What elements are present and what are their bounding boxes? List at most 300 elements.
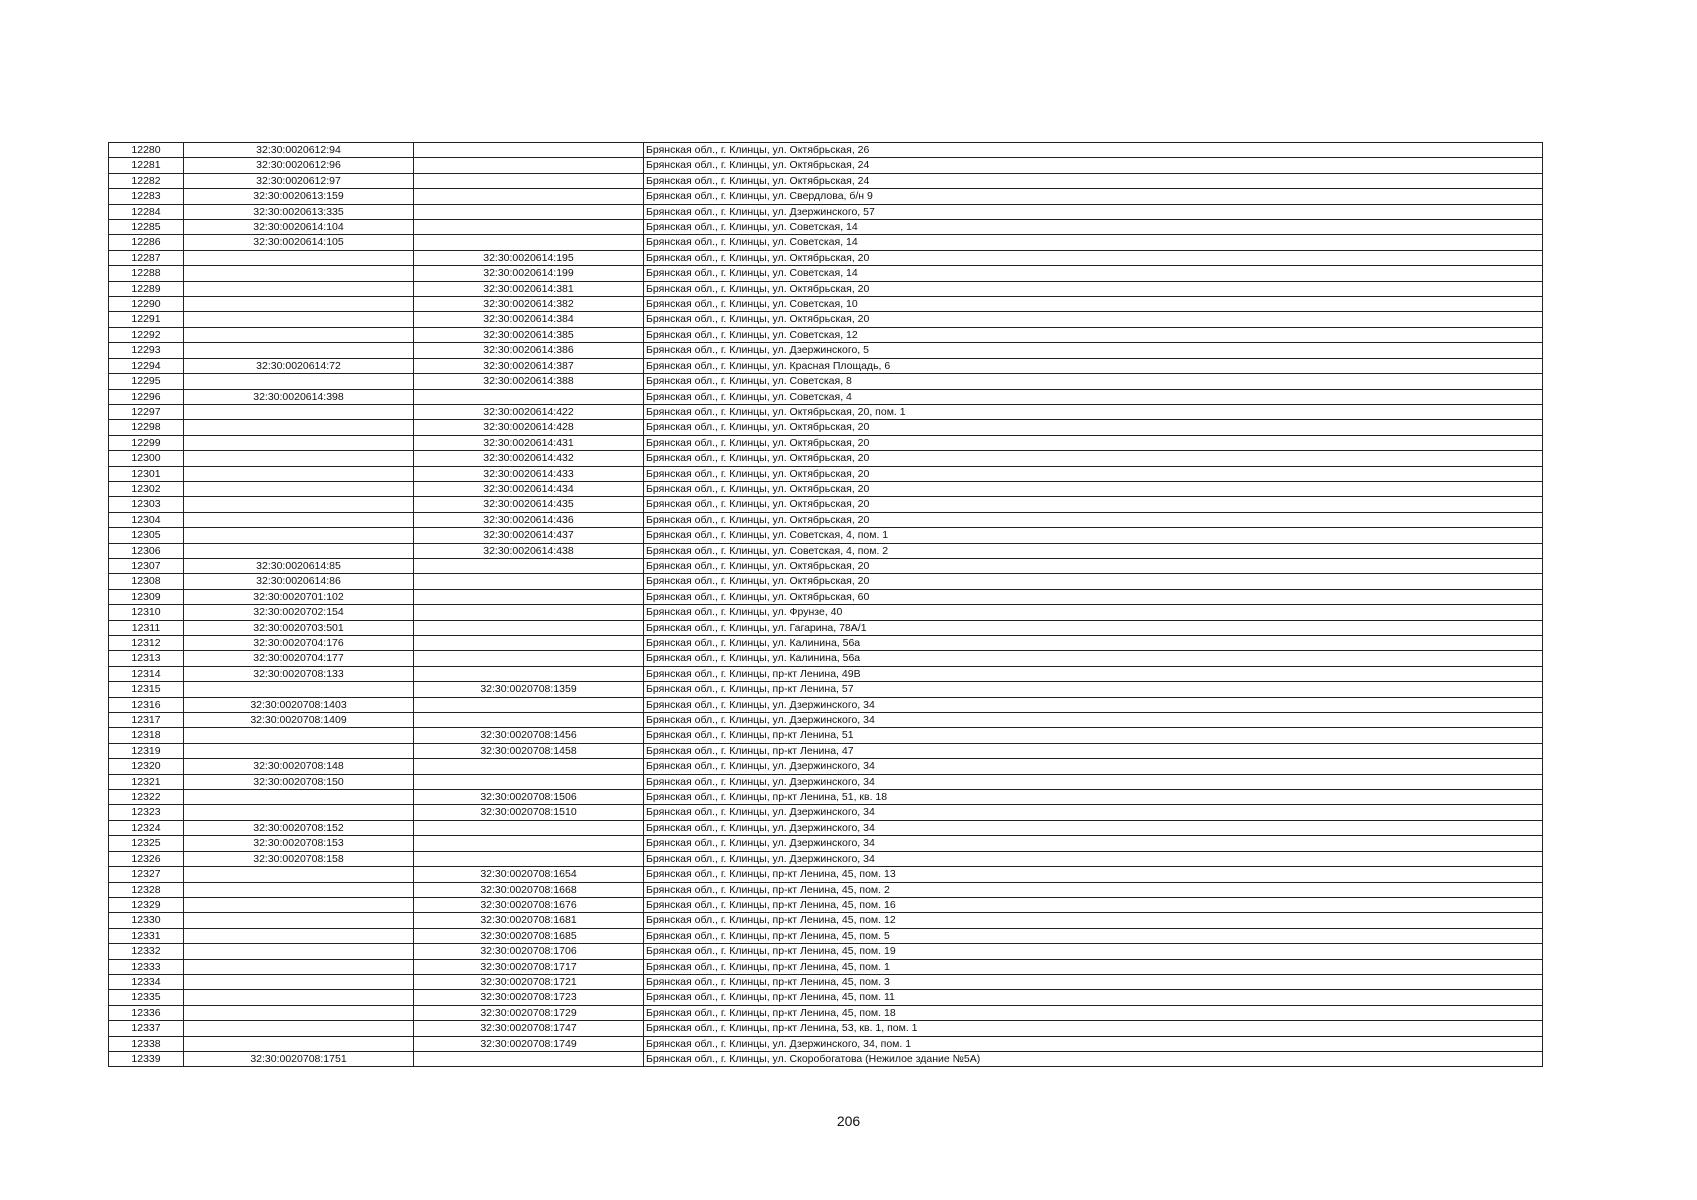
row-number-cell: 12313 xyxy=(109,651,184,666)
cadastral-number-cell: 32:30:0020708:133 xyxy=(184,666,414,681)
cadastral-number-cell xyxy=(184,959,414,974)
premises-cadastral-number-cell xyxy=(414,666,644,681)
row-number-cell: 12329 xyxy=(109,897,184,912)
cadastral-number-cell xyxy=(184,528,414,543)
cadastral-number-cell: 32:30:0020612:94 xyxy=(184,143,414,158)
premises-cadastral-number-cell xyxy=(414,759,644,774)
table-row xyxy=(109,312,1543,327)
address-cell: Брянская обл., г. Клинцы, ул. Октябрьская, 20 xyxy=(644,497,1543,512)
cadastral-number-cell: 32:30:0020612:96 xyxy=(184,158,414,173)
table-row xyxy=(109,897,1543,912)
row-number-cell: 12304 xyxy=(109,512,184,527)
table-row xyxy=(109,928,1543,943)
address-cell: Брянская обл., г. Клинцы, пр-кт Ленина, 49В xyxy=(644,666,1543,681)
row-number-cell: 12292 xyxy=(109,327,184,342)
premises-cadastral-number-cell: 32:30:0020614:436 xyxy=(414,512,644,527)
table-row xyxy=(109,281,1543,296)
cadastral-number-cell xyxy=(184,974,414,989)
row-number-cell: 12337 xyxy=(109,1021,184,1036)
address-cell: Брянская обл., г. Клинцы, ул. Скоробогатова (Нежилое здание №5А) xyxy=(644,1051,1543,1066)
row-number-cell: 12315 xyxy=(109,682,184,697)
row-number-cell: 12323 xyxy=(109,805,184,820)
cadastral-number-cell xyxy=(184,682,414,697)
cadastral-number-cell: 32:30:0020614:398 xyxy=(184,389,414,404)
premises-cadastral-number-cell xyxy=(414,605,644,620)
table-row xyxy=(109,220,1543,235)
page-number: 206 xyxy=(836,1113,861,1129)
address-cell: Брянская обл., г. Клинцы, пр-кт Ленина, 45, пом. 16 xyxy=(644,897,1543,912)
row-number-cell: 12326 xyxy=(109,851,184,866)
table-row xyxy=(109,851,1543,866)
cadastral-number-cell: 32:30:0020614:86 xyxy=(184,574,414,589)
premises-cadastral-number-cell: 32:30:0020614:382 xyxy=(414,297,644,312)
table-row xyxy=(109,605,1543,620)
cadastral-number-cell xyxy=(184,790,414,805)
row-number-cell: 12297 xyxy=(109,404,184,419)
address-cell: Брянская обл., г. Клинцы, ул. Октябрьская, 26 xyxy=(644,143,1543,158)
premises-cadastral-number-cell: 32:30:0020708:1456 xyxy=(414,728,644,743)
row-number-cell: 12324 xyxy=(109,820,184,835)
row-number-cell: 12319 xyxy=(109,743,184,758)
table-row xyxy=(109,374,1543,389)
premises-cadastral-number-cell: 32:30:0020614:437 xyxy=(414,528,644,543)
row-number-cell: 12302 xyxy=(109,481,184,496)
table-row xyxy=(109,266,1543,281)
premises-cadastral-number-cell: 32:30:0020708:1706 xyxy=(414,944,644,959)
table-row xyxy=(109,651,1543,666)
table-row xyxy=(109,774,1543,789)
cadastral-number-cell: 32:30:0020702:154 xyxy=(184,605,414,620)
table-row xyxy=(109,297,1543,312)
table-row xyxy=(109,636,1543,651)
row-number-cell: 12306 xyxy=(109,543,184,558)
table-row xyxy=(109,512,1543,527)
address-cell: Брянская обл., г. Клинцы, пр-кт Ленина, 57 xyxy=(644,682,1543,697)
table-row xyxy=(109,574,1543,589)
registry-table xyxy=(108,142,1543,1067)
row-number-cell: 12305 xyxy=(109,528,184,543)
row-number-cell: 12311 xyxy=(109,620,184,635)
row-number-cell: 12310 xyxy=(109,605,184,620)
cadastral-number-cell: 32:30:0020708:150 xyxy=(184,774,414,789)
premises-cadastral-number-cell: 32:30:0020708:1654 xyxy=(414,867,644,882)
address-cell: Брянская обл., г. Клинцы, ул. Октябрьская, 20 xyxy=(644,435,1543,450)
premises-cadastral-number-cell xyxy=(414,158,644,173)
row-number-cell: 12303 xyxy=(109,497,184,512)
cadastral-number-cell xyxy=(184,343,414,358)
cadastral-number-cell xyxy=(184,944,414,959)
address-cell: Брянская обл., г. Клинцы, ул. Калинина, 56а xyxy=(644,636,1543,651)
premises-cadastral-number-cell xyxy=(414,220,644,235)
premises-cadastral-number-cell: 32:30:0020614:438 xyxy=(414,543,644,558)
address-cell: Брянская обл., г. Клинцы, ул. Гагарина, 78А/1 xyxy=(644,620,1543,635)
address-cell: Брянская обл., г. Клинцы, ул. Советская, 14 xyxy=(644,235,1543,250)
address-cell: Брянская обл., г. Клинцы, ул. Дзержинского, 34 xyxy=(644,851,1543,866)
premises-cadastral-number-cell: 32:30:0020614:384 xyxy=(414,312,644,327)
row-number-cell: 12316 xyxy=(109,697,184,712)
table-row xyxy=(109,389,1543,404)
table-row xyxy=(109,358,1543,373)
premises-cadastral-number-cell xyxy=(414,558,644,573)
address-cell: Брянская обл., г. Клинцы, ул. Дзержинского, 34 xyxy=(644,836,1543,851)
cadastral-number-cell: 32:30:0020708:148 xyxy=(184,759,414,774)
cadastral-number-cell xyxy=(184,266,414,281)
row-number-cell: 12290 xyxy=(109,297,184,312)
premises-cadastral-number-cell: 32:30:0020708:1458 xyxy=(414,743,644,758)
address-cell: Брянская обл., г. Клинцы, ул. Октябрьская, 20, пом. 1 xyxy=(644,404,1543,419)
row-number-cell: 12295 xyxy=(109,374,184,389)
premises-cadastral-number-cell: 32:30:0020614:199 xyxy=(414,266,644,281)
address-cell: Брянская обл., г. Клинцы, ул. Советская, 10 xyxy=(644,297,1543,312)
table-row xyxy=(109,682,1543,697)
premises-cadastral-number-cell: 32:30:0020708:1510 xyxy=(414,805,644,820)
row-number-cell: 12296 xyxy=(109,389,184,404)
table-row xyxy=(109,944,1543,959)
premises-cadastral-number-cell xyxy=(414,189,644,204)
cadastral-number-cell xyxy=(184,990,414,1005)
row-number-cell: 12280 xyxy=(109,143,184,158)
cadastral-number-cell xyxy=(184,481,414,496)
cadastral-number-cell xyxy=(184,327,414,342)
cadastral-number-cell: 32:30:0020708:1409 xyxy=(184,713,414,728)
row-number-cell: 12301 xyxy=(109,466,184,481)
table-row xyxy=(109,497,1543,512)
address-cell: Брянская обл., г. Клинцы, ул. Октябрьская, 20 xyxy=(644,420,1543,435)
row-number-cell: 12293 xyxy=(109,343,184,358)
cadastral-number-cell xyxy=(184,1036,414,1051)
cadastral-number-cell xyxy=(184,913,414,928)
table-row xyxy=(109,913,1543,928)
address-cell: Брянская обл., г. Клинцы, ул. Советская, 4, пом. 1 xyxy=(644,528,1543,543)
cadastral-number-cell: 32:30:0020704:177 xyxy=(184,651,414,666)
table-row xyxy=(109,173,1543,188)
cadastral-number-cell: 32:30:0020614:72 xyxy=(184,358,414,373)
table-row xyxy=(109,697,1543,712)
table-row xyxy=(109,543,1543,558)
address-cell: Брянская обл., г. Клинцы, ул. Октябрьская, 20 xyxy=(644,281,1543,296)
address-cell: Брянская обл., г. Клинцы, пр-кт Ленина, 45, пом. 1 xyxy=(644,959,1543,974)
premises-cadastral-number-cell: 32:30:0020614:387 xyxy=(414,358,644,373)
row-number-cell: 12285 xyxy=(109,220,184,235)
address-cell: Брянская обл., г. Клинцы, ул. Дзержинского, 34 xyxy=(644,805,1543,820)
premises-cadastral-number-cell: 32:30:0020614:433 xyxy=(414,466,644,481)
table-row xyxy=(109,189,1543,204)
premises-cadastral-number-cell: 32:30:0020614:385 xyxy=(414,327,644,342)
cadastral-number-cell: 32:30:0020708:158 xyxy=(184,851,414,866)
address-cell: Брянская обл., г. Клинцы, ул. Октябрьская, 20 xyxy=(644,466,1543,481)
row-number-cell: 12299 xyxy=(109,435,184,450)
row-number-cell: 12336 xyxy=(109,1005,184,1020)
table-row xyxy=(109,790,1543,805)
address-cell: Брянская обл., г. Клинцы, ул. Октябрьская, 20 xyxy=(644,250,1543,265)
premises-cadastral-number-cell: 32:30:0020614:431 xyxy=(414,435,644,450)
premises-cadastral-number-cell: 32:30:0020708:1681 xyxy=(414,913,644,928)
premises-cadastral-number-cell xyxy=(414,820,644,835)
row-number-cell: 12331 xyxy=(109,928,184,943)
cadastral-number-cell xyxy=(184,466,414,481)
premises-cadastral-number-cell xyxy=(414,836,644,851)
table-row xyxy=(109,481,1543,496)
table-row xyxy=(109,250,1543,265)
table-row xyxy=(109,759,1543,774)
premises-cadastral-number-cell xyxy=(414,574,644,589)
row-number-cell: 12321 xyxy=(109,774,184,789)
premises-cadastral-number-cell xyxy=(414,697,644,712)
address-cell: Брянская обл., г. Клинцы, ул. Октябрьская, 20 xyxy=(644,512,1543,527)
address-cell: Брянская обл., г. Клинцы, ул. Фрунзе, 40 xyxy=(644,605,1543,620)
table-row xyxy=(109,404,1543,419)
premises-cadastral-number-cell: 32:30:0020708:1749 xyxy=(414,1036,644,1051)
cadastral-number-cell xyxy=(184,882,414,897)
row-number-cell: 12334 xyxy=(109,974,184,989)
table-row xyxy=(109,713,1543,728)
row-number-cell: 12282 xyxy=(109,173,184,188)
table-row xyxy=(109,805,1543,820)
table-row xyxy=(109,466,1543,481)
premises-cadastral-number-cell: 32:30:0020614:435 xyxy=(414,497,644,512)
table-row xyxy=(109,867,1543,882)
cadastral-number-cell: 32:30:0020701:102 xyxy=(184,589,414,604)
address-cell: Брянская обл., г. Клинцы, пр-кт Ленина, 45, пом. 3 xyxy=(644,974,1543,989)
address-cell: Брянская обл., г. Клинцы, пр-кт Ленина, 53, кв. 1, пом. 1 xyxy=(644,1021,1543,1036)
row-number-cell: 12298 xyxy=(109,420,184,435)
row-number-cell: 12288 xyxy=(109,266,184,281)
row-number-cell: 12332 xyxy=(109,944,184,959)
table-row xyxy=(109,204,1543,219)
cadastral-number-cell xyxy=(184,743,414,758)
cadastral-number-cell xyxy=(184,728,414,743)
row-number-cell: 12287 xyxy=(109,250,184,265)
table-row xyxy=(109,974,1543,989)
table-row xyxy=(109,343,1543,358)
cadastral-number-cell: 32:30:0020614:105 xyxy=(184,235,414,250)
premises-cadastral-number-cell xyxy=(414,143,644,158)
row-number-cell: 12307 xyxy=(109,558,184,573)
address-cell: Брянская обл., г. Клинцы, ул. Дзержинского, 34 xyxy=(644,774,1543,789)
table-row xyxy=(109,836,1543,851)
address-cell: Брянская обл., г. Клинцы, пр-кт Ленина, 51 xyxy=(644,728,1543,743)
registry-table-body xyxy=(109,143,1543,1067)
table-row xyxy=(109,820,1543,835)
cadastral-number-cell: 32:30:0020708:153 xyxy=(184,836,414,851)
address-cell: Брянская обл., г. Клинцы, ул. Советская, 14 xyxy=(644,220,1543,235)
table-row xyxy=(109,435,1543,450)
row-number-cell: 12312 xyxy=(109,636,184,651)
cadastral-number-cell xyxy=(184,928,414,943)
row-number-cell: 12314 xyxy=(109,666,184,681)
cadastral-number-cell: 32:30:0020708:152 xyxy=(184,820,414,835)
address-cell: Брянская обл., г. Клинцы, ул. Дзержинского, 34 xyxy=(644,820,1543,835)
premises-cadastral-number-cell: 32:30:0020614:195 xyxy=(414,250,644,265)
row-number-cell: 12317 xyxy=(109,713,184,728)
cadastral-number-cell: 32:30:0020703:501 xyxy=(184,620,414,635)
row-number-cell: 12283 xyxy=(109,189,184,204)
address-cell: Брянская обл., г. Клинцы, ул. Свердлова, б/н 9 xyxy=(644,189,1543,204)
table-row xyxy=(109,327,1543,342)
row-number-cell: 12289 xyxy=(109,281,184,296)
table-row xyxy=(109,620,1543,635)
premises-cadastral-number-cell xyxy=(414,620,644,635)
address-cell: Брянская обл., г. Клинцы, ул. Октябрьская, 24 xyxy=(644,173,1543,188)
table-row xyxy=(109,451,1543,466)
address-cell: Брянская обл., г. Клинцы, пр-кт Ленина, 47 xyxy=(644,743,1543,758)
address-cell: Брянская обл., г. Клинцы, ул. Дзержинского, 5 xyxy=(644,343,1543,358)
table-row xyxy=(109,589,1543,604)
cadastral-number-cell xyxy=(184,543,414,558)
row-number-cell: 12286 xyxy=(109,235,184,250)
table-row xyxy=(109,528,1543,543)
row-number-cell: 12318 xyxy=(109,728,184,743)
address-cell: Брянская обл., г. Клинцы, ул. Октябрьская, 20 xyxy=(644,312,1543,327)
address-cell: Брянская обл., г. Клинцы, ул. Дзержинского, 34, пом. 1 xyxy=(644,1036,1543,1051)
premises-cadastral-number-cell: 32:30:0020708:1729 xyxy=(414,1005,644,1020)
row-number-cell: 12281 xyxy=(109,158,184,173)
premises-cadastral-number-cell: 32:30:0020708:1668 xyxy=(414,882,644,897)
premises-cadastral-number-cell: 32:30:0020614:422 xyxy=(414,404,644,419)
table-row xyxy=(109,420,1543,435)
address-cell: Брянская обл., г. Клинцы, пр-кт Ленина, 45, пом. 5 xyxy=(644,928,1543,943)
row-number-cell: 12300 xyxy=(109,451,184,466)
premises-cadastral-number-cell xyxy=(414,173,644,188)
row-number-cell: 12338 xyxy=(109,1036,184,1051)
premises-cadastral-number-cell: 32:30:0020708:1676 xyxy=(414,897,644,912)
cadastral-number-cell xyxy=(184,1005,414,1020)
address-cell: Брянская обл., г. Клинцы, пр-кт Ленина, 45, пом. 19 xyxy=(644,944,1543,959)
table-row xyxy=(109,558,1543,573)
premises-cadastral-number-cell xyxy=(414,636,644,651)
address-cell: Брянская обл., г. Клинцы, пр-кт Ленина, 45, пом. 13 xyxy=(644,867,1543,882)
cadastral-number-cell xyxy=(184,805,414,820)
premises-cadastral-number-cell: 32:30:0020708:1359 xyxy=(414,682,644,697)
cadastral-number-cell: 32:30:0020704:176 xyxy=(184,636,414,651)
row-number-cell: 12309 xyxy=(109,589,184,604)
row-number-cell: 12339 xyxy=(109,1051,184,1066)
premises-cadastral-number-cell xyxy=(414,651,644,666)
premises-cadastral-number-cell xyxy=(414,389,644,404)
address-cell: Брянская обл., г. Клинцы, ул. Октябрьская, 20 xyxy=(644,481,1543,496)
table-row xyxy=(109,143,1543,158)
cadastral-number-cell xyxy=(184,374,414,389)
premises-cadastral-number-cell xyxy=(414,713,644,728)
cadastral-number-cell xyxy=(184,281,414,296)
table-row xyxy=(109,235,1543,250)
premises-cadastral-number-cell xyxy=(414,774,644,789)
cadastral-number-cell: 32:30:0020614:85 xyxy=(184,558,414,573)
address-cell: Брянская обл., г. Клинцы, ул. Октябрьская, 20 xyxy=(644,451,1543,466)
row-number-cell: 12328 xyxy=(109,882,184,897)
cadastral-number-cell: 32:30:0020612:97 xyxy=(184,173,414,188)
address-cell: Брянская обл., г. Клинцы, ул. Калинина, 56а xyxy=(644,651,1543,666)
cadastral-number-cell xyxy=(184,451,414,466)
cadastral-number-cell xyxy=(184,404,414,419)
address-cell: Брянская обл., г. Клинцы, ул. Красная Площадь, 6 xyxy=(644,358,1543,373)
premises-cadastral-number-cell xyxy=(414,589,644,604)
address-cell: Брянская обл., г. Клинцы, ул. Советская, 4 xyxy=(644,389,1543,404)
address-cell: Брянская обл., г. Клинцы, ул. Дзержинского, 34 xyxy=(644,713,1543,728)
table-row xyxy=(109,1051,1543,1066)
premises-cadastral-number-cell: 32:30:0020708:1506 xyxy=(414,790,644,805)
cadastral-number-cell: 32:30:0020708:1751 xyxy=(184,1051,414,1066)
address-cell: Брянская обл., г. Клинцы, ул. Советская, 14 xyxy=(644,266,1543,281)
row-number-cell: 12327 xyxy=(109,867,184,882)
cadastral-number-cell: 32:30:0020613:335 xyxy=(184,204,414,219)
table-row xyxy=(109,1036,1543,1051)
premises-cadastral-number-cell: 32:30:0020708:1721 xyxy=(414,974,644,989)
premises-cadastral-number-cell: 32:30:0020708:1723 xyxy=(414,990,644,1005)
address-cell: Брянская обл., г. Клинцы, пр-кт Ленина, 45, пом. 11 xyxy=(644,990,1543,1005)
address-cell: Брянская обл., г. Клинцы, ул. Дзержинского, 57 xyxy=(644,204,1543,219)
table-row xyxy=(109,743,1543,758)
row-number-cell: 12335 xyxy=(109,990,184,1005)
address-cell: Брянская обл., г. Клинцы, ул. Октябрьская, 20 xyxy=(644,558,1543,573)
premises-cadastral-number-cell xyxy=(414,1051,644,1066)
address-cell: Брянская обл., г. Клинцы, пр-кт Ленина, 45, пом. 18 xyxy=(644,1005,1543,1020)
premises-cadastral-number-cell: 32:30:0020614:432 xyxy=(414,451,644,466)
row-number-cell: 12284 xyxy=(109,204,184,219)
cadastral-number-cell xyxy=(184,297,414,312)
table-row xyxy=(109,990,1543,1005)
cadastral-number-cell xyxy=(184,435,414,450)
address-cell: Брянская обл., г. Клинцы, пр-кт Ленина, 45, пом. 12 xyxy=(644,913,1543,928)
cadastral-number-cell: 32:30:0020708:1403 xyxy=(184,697,414,712)
address-cell: Брянская обл., г. Клинцы, ул. Советская, 4, пом. 2 xyxy=(644,543,1543,558)
address-cell: Брянская обл., г. Клинцы, ул. Октябрьская, 20 xyxy=(644,574,1543,589)
cadastral-number-cell xyxy=(184,312,414,327)
cadastral-number-cell xyxy=(184,420,414,435)
cadastral-number-cell xyxy=(184,867,414,882)
address-cell: Брянская обл., г. Клинцы, ул. Октябрьская, 24 xyxy=(644,158,1543,173)
row-number-cell: 12294 xyxy=(109,358,184,373)
premises-cadastral-number-cell: 32:30:0020614:428 xyxy=(414,420,644,435)
row-number-cell: 12330 xyxy=(109,913,184,928)
address-cell: Брянская обл., г. Клинцы, ул. Дзержинского, 34 xyxy=(644,759,1543,774)
row-number-cell: 12320 xyxy=(109,759,184,774)
table-row xyxy=(109,959,1543,974)
premises-cadastral-number-cell: 32:30:0020708:1685 xyxy=(414,928,644,943)
address-cell: Брянская обл., г. Клинцы, ул. Октябрьская, 60 xyxy=(644,589,1543,604)
address-cell: Брянская обл., г. Клинцы, пр-кт Ленина, 51, кв. 18 xyxy=(644,790,1543,805)
premises-cadastral-number-cell: 32:30:0020614:381 xyxy=(414,281,644,296)
address-cell: Брянская обл., г. Клинцы, ул. Дзержинского, 34 xyxy=(644,697,1543,712)
premises-cadastral-number-cell: 32:30:0020614:388 xyxy=(414,374,644,389)
table-row xyxy=(109,1021,1543,1036)
premises-cadastral-number-cell xyxy=(414,235,644,250)
cadastral-number-cell xyxy=(184,1021,414,1036)
cadastral-number-cell xyxy=(184,897,414,912)
table-row xyxy=(109,666,1543,681)
cadastral-number-cell: 32:30:0020614:104 xyxy=(184,220,414,235)
cadastral-number-cell xyxy=(184,250,414,265)
cadastral-number-cell xyxy=(184,497,414,512)
cadastral-number-cell: 32:30:0020613:159 xyxy=(184,189,414,204)
row-number-cell: 12291 xyxy=(109,312,184,327)
premises-cadastral-number-cell: 32:30:0020614:434 xyxy=(414,481,644,496)
address-cell: Брянская обл., г. Клинцы, ул. Советская, 8 xyxy=(644,374,1543,389)
row-number-cell: 12308 xyxy=(109,574,184,589)
table-row xyxy=(109,728,1543,743)
premises-cadastral-number-cell xyxy=(414,204,644,219)
table-row xyxy=(109,158,1543,173)
address-cell: Брянская обл., г. Клинцы, ул. Советская, 12 xyxy=(644,327,1543,342)
address-cell: Брянская обл., г. Клинцы, пр-кт Ленина, 45, пом. 2 xyxy=(644,882,1543,897)
row-number-cell: 12333 xyxy=(109,959,184,974)
premises-cadastral-number-cell: 32:30:0020708:1747 xyxy=(414,1021,644,1036)
premises-cadastral-number-cell: 32:30:0020614:386 xyxy=(414,343,644,358)
premises-cadastral-number-cell xyxy=(414,851,644,866)
cadastral-number-cell xyxy=(184,512,414,527)
table-row xyxy=(109,1005,1543,1020)
row-number-cell: 12325 xyxy=(109,836,184,851)
